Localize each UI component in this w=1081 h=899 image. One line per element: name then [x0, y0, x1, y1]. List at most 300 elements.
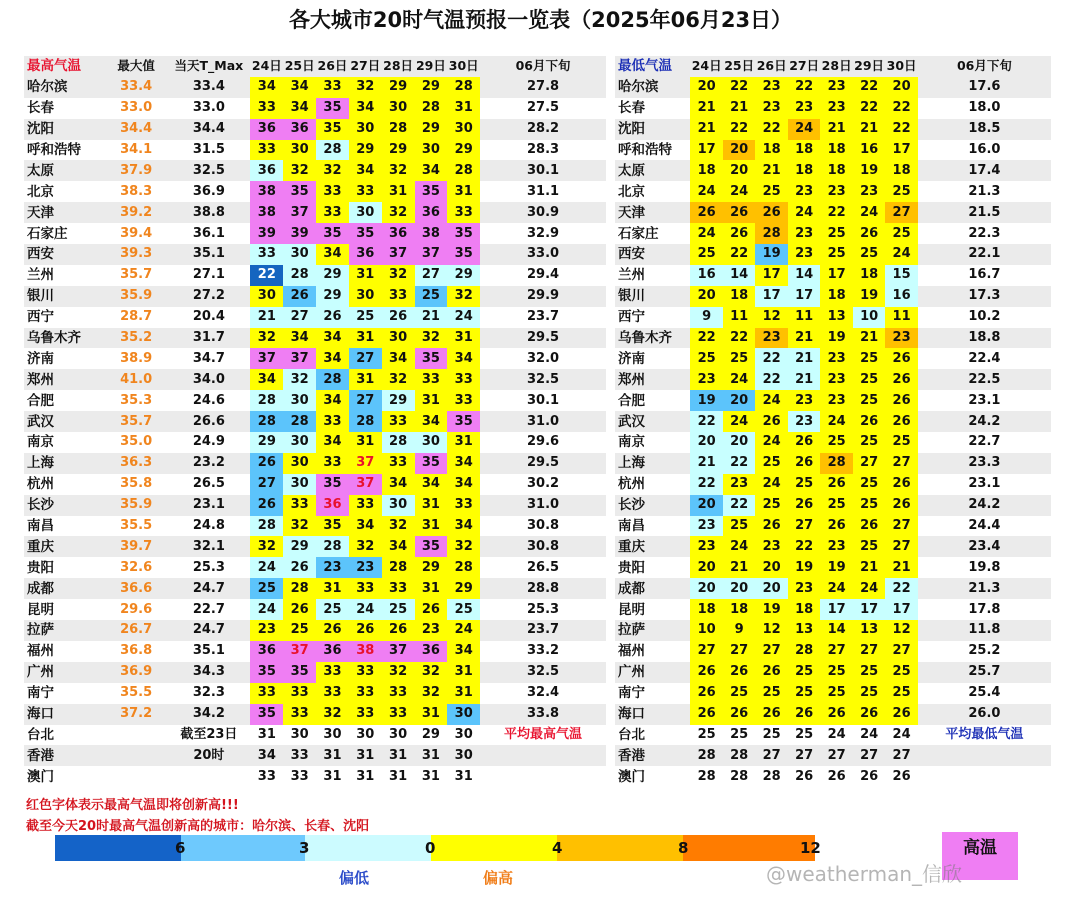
max-value: 35.7	[105, 411, 167, 432]
forecast-cell: 32	[382, 265, 415, 286]
forecast-cell: 30	[283, 432, 316, 453]
table-row	[615, 766, 1051, 787]
forecast-cell: 32	[349, 77, 382, 98]
forecast-cell: 25	[316, 599, 349, 620]
today-max: 32.1	[167, 536, 250, 557]
city-name: 西安	[24, 244, 105, 265]
forecast-cell: 28	[283, 265, 316, 286]
forecast-cell: 25	[349, 307, 382, 328]
city-name: 哈尔滨	[24, 77, 105, 98]
forecast-cell: 25	[723, 683, 755, 704]
city-name: 石家庄	[24, 223, 105, 244]
table-row	[615, 307, 1051, 328]
forecast-cell: 28	[755, 766, 787, 787]
late-june-avg: 28.8	[480, 578, 606, 599]
forecast-cell: 24	[853, 202, 885, 223]
city-name: 重庆	[615, 536, 690, 557]
table-row	[24, 557, 606, 578]
forecast-cell: 31	[382, 181, 415, 202]
forecast-cell: 9	[690, 307, 722, 328]
max-value: 39.2	[105, 202, 167, 223]
forecast-cell: 25	[820, 495, 852, 516]
forecast-cell: 20	[690, 432, 722, 453]
late-june-avg: 26.0	[918, 704, 1051, 725]
table-row	[615, 348, 1051, 369]
forecast-cell: 30	[283, 140, 316, 161]
forecast-cell: 28	[316, 140, 349, 161]
forecast-cell: 24	[853, 725, 885, 746]
forecast-cell: 20	[723, 432, 755, 453]
forecast-cell: 21	[723, 98, 755, 119]
city-name: 澳门	[615, 766, 690, 787]
forecast-cell: 26	[415, 599, 448, 620]
table-row	[615, 77, 1051, 98]
today-max: 截至23日	[167, 725, 250, 746]
forecast-cell: 25	[755, 683, 787, 704]
today-max: 26.5	[167, 474, 250, 495]
forecast-cell: 33	[382, 286, 415, 307]
forecast-cell: 24	[885, 725, 917, 746]
forecast-cell: 27	[755, 745, 787, 766]
forecast-cell: 17	[820, 265, 852, 286]
forecast-cell: 22	[690, 328, 722, 349]
table-row	[24, 745, 606, 766]
table-row	[24, 223, 606, 244]
header-cell: 27日	[788, 56, 820, 77]
max-value: 35.5	[105, 516, 167, 537]
header-cell: 最高气温	[24, 56, 105, 77]
table-row	[615, 557, 1051, 578]
forecast-cell: 33	[316, 683, 349, 704]
chart-title: 各大城市20时气温预报一览表（2025年06月23日）	[288, 8, 793, 32]
table-row	[615, 662, 1051, 683]
forecast-cell: 32	[447, 536, 480, 557]
forecast-cell: 29	[447, 265, 480, 286]
forecast-cell: 33	[447, 495, 480, 516]
table-row	[24, 328, 606, 349]
forecast-cell: 35	[447, 244, 480, 265]
legend-low-label: 偏低	[339, 869, 370, 887]
forecast-cell: 26	[885, 474, 917, 495]
forecast-cell: 25	[447, 599, 480, 620]
late-june-avg: 23.3	[918, 453, 1051, 474]
forecast-cell: 25	[853, 432, 885, 453]
forecast-cell: 26	[885, 766, 917, 787]
forecast-cell: 26	[788, 766, 820, 787]
forecast-cell: 23	[690, 536, 722, 557]
forecast-cell: 34	[250, 745, 283, 766]
forecast-cell: 11	[723, 307, 755, 328]
forecast-cell: 29	[349, 140, 382, 161]
forecast-cell: 30	[447, 745, 480, 766]
forecast-cell: 10	[690, 620, 722, 641]
forecast-cell: 27	[788, 745, 820, 766]
forecast-cell: 23	[788, 98, 820, 119]
forecast-cell: 31	[250, 725, 283, 746]
forecast-cell: 25	[415, 286, 448, 307]
forecast-cell: 25	[853, 536, 885, 557]
forecast-cell: 25	[820, 683, 852, 704]
today-max: 33.4	[167, 77, 250, 98]
today-max: 32.5	[167, 160, 250, 181]
today-max: 24.6	[167, 390, 250, 411]
forecast-cell: 36	[415, 641, 448, 662]
forecast-cell: 35	[316, 223, 349, 244]
forecast-cell: 26	[788, 432, 820, 453]
forecast-cell: 31	[447, 662, 480, 683]
max-value	[105, 766, 167, 787]
forecast-cell: 28	[283, 411, 316, 432]
forecast-cell: 31	[415, 390, 448, 411]
max-value: 35.5	[105, 683, 167, 704]
forecast-cell: 26	[853, 516, 885, 537]
city-name: 南宁	[615, 683, 690, 704]
forecast-cell: 30	[349, 119, 382, 140]
table-row	[24, 140, 606, 161]
forecast-cell: 22	[723, 244, 755, 265]
forecast-cell: 21	[250, 307, 283, 328]
forecast-cell: 25	[755, 495, 787, 516]
forecast-cell: 36	[316, 641, 349, 662]
forecast-cell: 18	[723, 286, 755, 307]
city-name: 海口	[615, 704, 690, 725]
today-max: 22.7	[167, 599, 250, 620]
city-name: 南宁	[24, 683, 105, 704]
table-row	[24, 369, 606, 390]
forecast-cell: 23	[853, 181, 885, 202]
forecast-cell: 31	[349, 766, 382, 787]
max-value: 36.8	[105, 641, 167, 662]
forecast-cell: 32	[316, 704, 349, 725]
legend-tick-label: 8	[678, 839, 689, 857]
city-name: 兰州	[24, 265, 105, 286]
today-max: 34.7	[167, 348, 250, 369]
forecast-cell: 32	[283, 160, 316, 181]
forecast-cell: 26	[853, 766, 885, 787]
late-june-avg: 33.8	[480, 704, 606, 725]
forecast-cell: 27	[820, 745, 852, 766]
header-cell: 28日	[820, 56, 852, 77]
header-cell: 当天T_Max	[167, 56, 250, 77]
forecast-cell: 33	[250, 683, 283, 704]
max-value: 39.3	[105, 244, 167, 265]
city-name: 昆明	[615, 599, 690, 620]
forecast-cell: 26	[382, 307, 415, 328]
city-name: 香港	[24, 745, 105, 766]
forecast-cell: 18	[788, 599, 820, 620]
forecast-cell: 36	[250, 160, 283, 181]
forecast-cell: 33	[349, 578, 382, 599]
forecast-cell: 31	[349, 265, 382, 286]
today-max: 27.1	[167, 265, 250, 286]
forecast-cell: 33	[283, 495, 316, 516]
table-row	[24, 98, 606, 119]
forecast-cell: 31	[382, 766, 415, 787]
late-june-avg: 25.7	[918, 662, 1051, 683]
forecast-cell: 27	[885, 641, 917, 662]
city-name: 呼和浩特	[24, 140, 105, 161]
table-row	[615, 683, 1051, 704]
forecast-cell: 26	[250, 495, 283, 516]
forecast-cell: 18	[820, 140, 852, 161]
forecast-cell: 25	[885, 223, 917, 244]
forecast-cell: 22	[723, 77, 755, 98]
forecast-cell: 34	[316, 390, 349, 411]
forecast-cell: 35	[447, 411, 480, 432]
forecast-cell: 28	[415, 98, 448, 119]
forecast-cell: 26	[755, 411, 787, 432]
forecast-cell: 28	[447, 77, 480, 98]
forecast-cell: 39	[250, 223, 283, 244]
late-june-avg	[480, 745, 606, 766]
city-name: 昆明	[24, 599, 105, 620]
forecast-cell: 26	[690, 662, 722, 683]
forecast-cell: 25	[853, 390, 885, 411]
forecast-cell: 30	[283, 390, 316, 411]
forecast-cell: 34	[415, 474, 448, 495]
forecast-cell: 36	[316, 495, 349, 516]
forecast-cell: 31	[447, 683, 480, 704]
max-value: 35.9	[105, 495, 167, 516]
table-row	[615, 140, 1051, 161]
forecast-cell: 35	[283, 181, 316, 202]
forecast-cell: 22	[853, 98, 885, 119]
forecast-cell: 32	[382, 662, 415, 683]
forecast-cell: 19	[853, 286, 885, 307]
forecast-cell: 26	[283, 557, 316, 578]
max-value: 38.3	[105, 181, 167, 202]
forecast-cell: 33	[382, 704, 415, 725]
late-june-avg: 31.0	[480, 411, 606, 432]
forecast-cell: 26	[885, 704, 917, 725]
forecast-cell: 32	[250, 328, 283, 349]
forecast-cell: 23	[316, 557, 349, 578]
forecast-cell: 37	[283, 641, 316, 662]
forecast-cell: 33	[316, 202, 349, 223]
forecast-cell: 23	[349, 557, 382, 578]
forecast-cell: 33	[250, 244, 283, 265]
max-value: 35.0	[105, 432, 167, 453]
table-row	[24, 160, 606, 181]
forecast-cell: 22	[723, 119, 755, 140]
city-name: 郑州	[615, 369, 690, 390]
forecast-cell: 39	[283, 223, 316, 244]
forecast-cell: 33	[316, 411, 349, 432]
max-value	[105, 725, 167, 746]
forecast-cell: 28	[723, 745, 755, 766]
forecast-cell: 34	[316, 432, 349, 453]
forecast-cell: 36	[250, 119, 283, 140]
forecast-cell: 20	[755, 557, 787, 578]
table-row	[24, 265, 606, 286]
max-value: 39.4	[105, 223, 167, 244]
forecast-cell: 28	[349, 411, 382, 432]
forecast-cell: 27	[885, 745, 917, 766]
legend-tick-label: 3	[299, 839, 310, 857]
forecast-cell: 35	[250, 704, 283, 725]
forecast-cell: 9	[723, 620, 755, 641]
late-june-avg: 29.5	[480, 328, 606, 349]
table-row	[615, 265, 1051, 286]
forecast-cell: 27	[723, 641, 755, 662]
max-value: 35.2	[105, 328, 167, 349]
legend-color-segment	[181, 835, 310, 861]
forecast-cell: 30	[349, 725, 382, 746]
watermark: @weatherman_信欣	[766, 862, 963, 886]
forecast-cell: 23	[755, 98, 787, 119]
today-max: 31.7	[167, 328, 250, 349]
forecast-cell: 11	[885, 307, 917, 328]
forecast-cell: 22	[723, 495, 755, 516]
forecast-cell: 38	[349, 641, 382, 662]
max-value	[105, 745, 167, 766]
forecast-cell: 24	[788, 202, 820, 223]
forecast-cell: 23	[723, 474, 755, 495]
forecast-cell: 24	[723, 181, 755, 202]
forecast-cell: 19	[820, 557, 852, 578]
forecast-cell: 33	[283, 683, 316, 704]
forecast-cell: 23	[788, 223, 820, 244]
city-name: 济南	[615, 348, 690, 369]
forecast-cell: 23	[820, 98, 852, 119]
forecast-cell: 33	[316, 181, 349, 202]
table-row	[615, 432, 1051, 453]
max-value: 35.8	[105, 474, 167, 495]
forecast-cell: 32	[382, 516, 415, 537]
max-value: 26.7	[105, 620, 167, 641]
max-value: 36.3	[105, 453, 167, 474]
forecast-cell: 19	[755, 599, 787, 620]
city-name: 福州	[24, 641, 105, 662]
forecast-cell: 28	[690, 745, 722, 766]
forecast-cell: 26	[755, 202, 787, 223]
table-row	[615, 98, 1051, 119]
forecast-cell: 21	[853, 557, 885, 578]
late-june-avg: 30.9	[480, 202, 606, 223]
forecast-cell: 20	[723, 390, 755, 411]
city-name: 武汉	[24, 411, 105, 432]
table-row	[24, 641, 606, 662]
forecast-cell: 31	[447, 432, 480, 453]
forecast-cell: 18	[723, 599, 755, 620]
city-name: 杭州	[615, 474, 690, 495]
forecast-cell: 30	[349, 286, 382, 307]
city-name: 银川	[615, 286, 690, 307]
late-june-avg: 30.1	[480, 160, 606, 181]
late-june-avg: 22.3	[918, 223, 1051, 244]
forecast-cell: 21	[788, 369, 820, 390]
forecast-cell: 23	[820, 181, 852, 202]
table-row	[24, 202, 606, 223]
forecast-cell: 22	[250, 265, 283, 286]
forecast-cell: 23	[788, 390, 820, 411]
late-june-avg: 23.7	[480, 620, 606, 641]
forecast-cell: 34	[283, 98, 316, 119]
forecast-cell: 23	[820, 390, 852, 411]
forecast-cell: 25	[283, 620, 316, 641]
table-row	[24, 704, 606, 725]
forecast-cell: 35	[316, 119, 349, 140]
forecast-cell: 20	[885, 77, 917, 98]
city-name: 天津	[24, 202, 105, 223]
table-row	[24, 432, 606, 453]
max-value: 39.7	[105, 536, 167, 557]
table-row	[615, 599, 1051, 620]
forecast-cell: 34	[382, 474, 415, 495]
forecast-cell: 27	[885, 202, 917, 223]
forecast-cell: 23	[788, 181, 820, 202]
city-name: 拉萨	[615, 620, 690, 641]
forecast-cell: 38	[250, 181, 283, 202]
forecast-cell: 34	[250, 369, 283, 390]
late-june-avg	[918, 766, 1051, 787]
city-name: 郑州	[24, 369, 105, 390]
forecast-cell: 18	[885, 160, 917, 181]
table-row	[24, 599, 606, 620]
forecast-cell: 26	[885, 495, 917, 516]
late-june-avg: 29.6	[480, 432, 606, 453]
city-name: 南昌	[24, 516, 105, 537]
forecast-cell: 37	[382, 641, 415, 662]
table-row	[615, 202, 1051, 223]
forecast-cell: 26	[788, 704, 820, 725]
forecast-cell: 26	[755, 516, 787, 537]
forecast-cell: 17	[755, 265, 787, 286]
today-max: 34.4	[167, 119, 250, 140]
forecast-cell: 27	[788, 516, 820, 537]
today-max: 27.2	[167, 286, 250, 307]
forecast-cell: 20	[690, 578, 722, 599]
city-name: 福州	[615, 641, 690, 662]
table-row	[24, 307, 606, 328]
forecast-cell: 31	[447, 766, 480, 787]
forecast-cell: 18	[853, 265, 885, 286]
forecast-cell: 26	[755, 662, 787, 683]
forecast-cell: 34	[382, 536, 415, 557]
forecast-cell: 28	[316, 369, 349, 390]
header-cell: 30日	[885, 56, 917, 77]
forecast-cell: 33	[349, 662, 382, 683]
today-max: 38.8	[167, 202, 250, 223]
table-row	[24, 662, 606, 683]
city-name: 乌鲁木齐	[615, 328, 690, 349]
forecast-cell: 35	[283, 662, 316, 683]
max-value: 35.3	[105, 390, 167, 411]
forecast-cell: 18	[755, 140, 787, 161]
forecast-cell: 37	[283, 348, 316, 369]
forecast-cell: 22	[690, 411, 722, 432]
table-row	[615, 745, 1051, 766]
forecast-cell: 33	[447, 369, 480, 390]
forecast-cell: 27	[250, 474, 283, 495]
forecast-cell: 29	[415, 557, 448, 578]
city-name: 西宁	[615, 307, 690, 328]
forecast-cell: 26	[723, 202, 755, 223]
table-row	[615, 411, 1051, 432]
forecast-cell: 24	[447, 620, 480, 641]
forecast-cell: 28	[250, 516, 283, 537]
table-row	[615, 620, 1051, 641]
forecast-cell: 34	[447, 641, 480, 662]
max-value: 35.7	[105, 265, 167, 286]
forecast-cell: 31	[415, 766, 448, 787]
late-june-avg: 28.2	[480, 119, 606, 140]
forecast-cell: 20	[755, 578, 787, 599]
forecast-cell: 26	[885, 390, 917, 411]
legend-tick-label: 4	[552, 839, 563, 857]
forecast-cell: 23	[690, 369, 722, 390]
forecast-cell: 27	[283, 307, 316, 328]
